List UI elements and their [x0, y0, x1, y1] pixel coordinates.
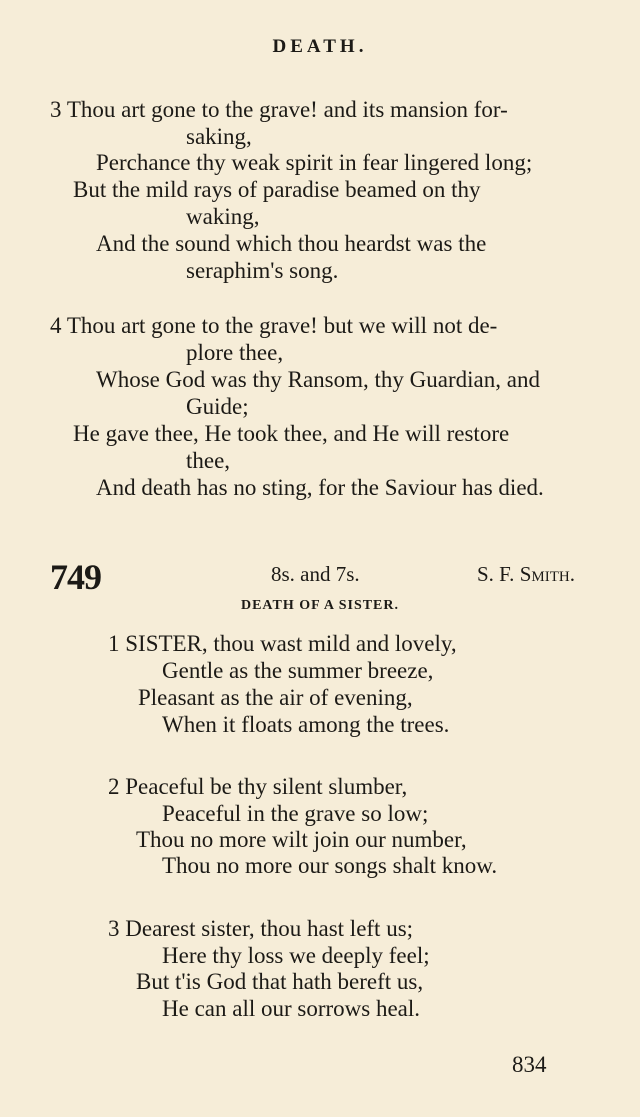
stanza-line: But the mild rays of paradise beamed on thy: [73, 177, 481, 202]
stanza-line: He can all our sorrows heal.: [162, 996, 421, 1021]
stanza-line: 2 Peaceful be thy silent slumber,: [108, 774, 408, 799]
stanza-line: Gentle as the summer breeze,: [162, 658, 434, 683]
stanza-line: plore thee,: [186, 340, 284, 365]
stanza-number: 4: [50, 313, 62, 338]
stanza-line: Here thy loss we deeply feel;: [162, 943, 430, 968]
stanza-line: seraphim's song.: [186, 258, 339, 283]
hymn-meter: 8s. and 7s.: [271, 562, 360, 586]
stanza-line: 4 Thou art gone to the grave! but we will not de-: [50, 313, 498, 338]
stanza-line: Thou no more wilt join our number,: [136, 827, 467, 852]
stanza-line: Thou no more our songs shalt know.: [162, 853, 498, 878]
stanza-number: 1: [108, 631, 120, 656]
stanza-line: thee,: [186, 448, 231, 473]
stanza-line: And the sound which thou heardst was the: [96, 231, 487, 256]
stanza-number: 3: [50, 97, 62, 122]
page-header: DEATH.: [272, 36, 368, 57]
stanza-line: Peaceful in the grave so low;: [162, 801, 429, 826]
stanza-line: Whose God was thy Ransom, thy Guardian, and: [96, 367, 540, 392]
page-number: 834: [512, 1052, 547, 1077]
stanza-number: 2: [108, 774, 120, 799]
stanza-line: Guide;: [186, 394, 249, 419]
stanza-line: And death has no sting, for the Saviour has died.: [96, 475, 544, 500]
stanza-line: But t'is God that hath bereft us,: [136, 969, 424, 994]
stanza-line: Perchance thy weak spirit in fear lingered long;: [96, 150, 533, 175]
hymn-subtitle: DEATH OF A SISTER.: [240, 598, 400, 613]
stanza-line: When it floats among the trees.: [162, 712, 450, 737]
stanza-line: waking,: [186, 204, 260, 229]
stanza-line: 1 SISTER, thou wast mild and lovely,: [108, 631, 457, 656]
stanza-line: 3 Dearest sister, thou hast left us;: [108, 916, 414, 941]
stanza-line: Pleasant as the air of evening,: [138, 685, 413, 710]
stanza-number: 3: [108, 916, 120, 941]
stanza-line: He gave thee, He took thee, and He will restore: [73, 421, 510, 446]
stanza-line: 3 Thou art gone to the grave! and its mansion for-: [50, 97, 508, 122]
hymn-number: 749: [50, 557, 101, 597]
hymn-author: S. F. Smith.: [477, 562, 575, 586]
stanza-line: saking,: [186, 124, 252, 149]
